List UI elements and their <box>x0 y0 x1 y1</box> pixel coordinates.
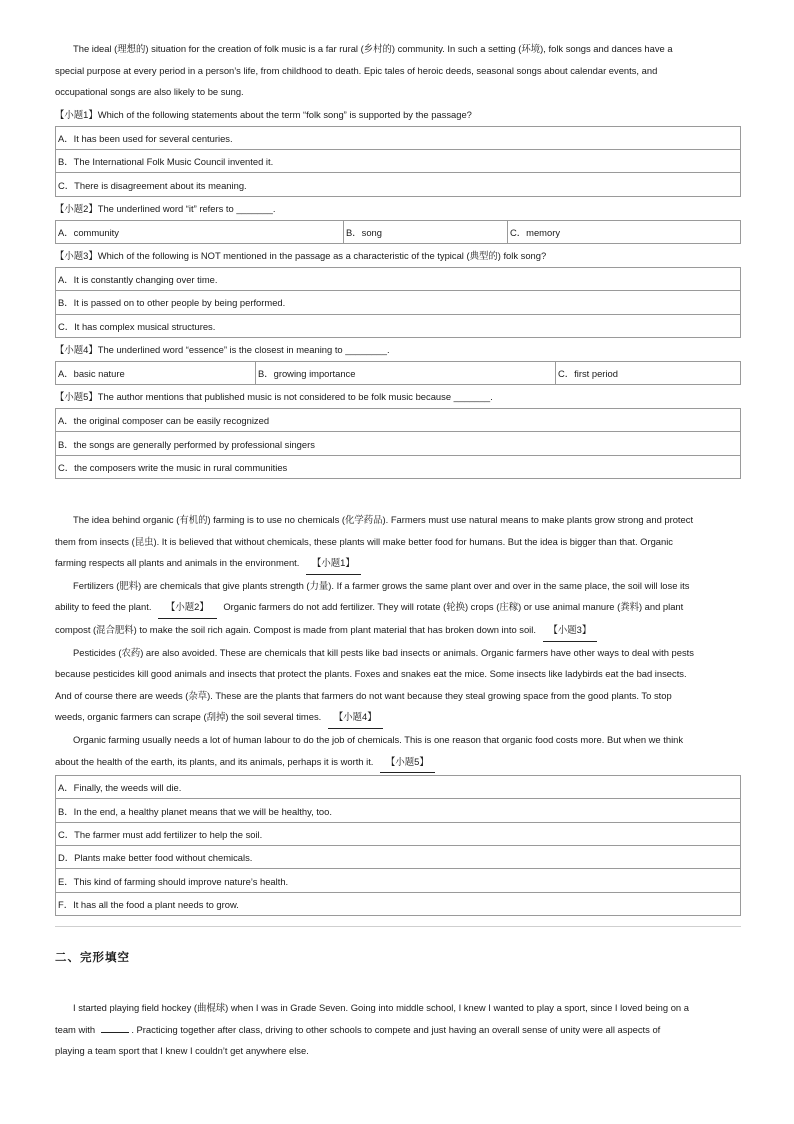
option-c[interactable]: C．memory <box>508 220 741 243</box>
passage-3-line <box>55 1019 741 1041</box>
option-b[interactable]: B．In the end, a healthy planet means that we will be healthy, too. <box>56 799 741 822</box>
option-c[interactable]: C．the composers write the music in rural communities <box>56 455 741 478</box>
passage-3-line: playing a team sport that I knew I couldn’t get anywhere else. <box>55 1045 309 1057</box>
passage-2-line <box>55 619 741 642</box>
option-b[interactable]: B．the songs are generally performed by professional singers <box>56 432 741 455</box>
sentence-text: about the health of the earth, its plants, and its animals, perhaps it is worth it. <box>55 755 374 767</box>
question-4-options <box>55 361 741 385</box>
option-c[interactable]: C．It has complex musical structures. <box>56 314 741 337</box>
question-1-options <box>55 126 741 197</box>
question-3-stem: 【小题3】Which of the following is NOT mentioned in the passage as a characteristic of the typical (典型的) folk song? <box>55 249 547 261</box>
passage-2-line: them from insects (昆虫). It is believed that without chemicals, these plants will make better food for humans. But the idea is bigger than that. Organic <box>55 535 673 547</box>
passage-2-options <box>55 775 741 916</box>
option-c[interactable]: C．The farmer must add fertilizer to help the soil. <box>56 822 741 845</box>
question-1-stem: 【小题1】Which of the following statements about the term “folk song” is supported by the passage? <box>55 108 472 120</box>
option-b[interactable]: B．song <box>344 220 508 243</box>
sentence-text: . Practicing together after class, driving to other schools to compete and just having an overall sense of unity were all aspects of <box>131 1023 661 1035</box>
option-a[interactable]: A．Finally, the weeds will die. <box>56 776 741 799</box>
question-5-options <box>55 408 741 479</box>
passage-2-line: Pesticides (农药) are also avoided. These are chemicals that kill pests like bad insects or animals. Organic farmers have other ways to deal with pests <box>73 646 694 658</box>
blank-2[interactable]: 【小题2】 <box>158 596 217 619</box>
passage-1-line: special purpose at every period in a person’s life, from childhood to death. Epic tales of heroic deeds, seasonal songs about calendar events, and <box>55 64 658 76</box>
passage-2-line <box>55 751 741 774</box>
sentence-text: ability to feed the plant. <box>55 601 152 613</box>
passage-3-line: I started playing field hockey (曲棍球) when I was in Grade Seven. Going into middle school, I knew I wanted to play a sport, since I loved being on a <box>73 1001 689 1013</box>
passage-1-line: The ideal (理想的) situation for the creation of folk music is a far rural (乡村的) community. In such a setting (环境), folk songs and dances have a <box>73 43 673 54</box>
question-3-options <box>55 267 741 338</box>
question-2-options <box>55 220 741 244</box>
sentence-text: farming respects all plants and animals in the environment. <box>55 557 300 569</box>
option-a[interactable]: A．It is constantly changing over time. <box>56 267 741 290</box>
sentence-text: team with <box>55 1023 96 1035</box>
option-b[interactable]: B．It is passed on to other people by being performed. <box>56 291 741 314</box>
question-2-stem: 【小题2】The underlined word “it” refers to _______. <box>55 202 276 214</box>
option-e[interactable]: E．This kind of farming should improve nature’s health. <box>56 869 741 892</box>
passage-2-line: Fertilizers (肥料) are chemicals that give plants strength (力量). If a farmer grows the same plant over and over in the same place, the soil will lose its <box>73 579 690 591</box>
cloze-blank[interactable] <box>101 1032 129 1033</box>
option-a[interactable]: A．basic nature <box>56 361 256 384</box>
passage-3 <box>55 997 741 1062</box>
option-f[interactable]: F．It has all the food a plant needs to grow. <box>56 892 741 915</box>
option-a[interactable]: A．It has been used for several centuries. <box>56 126 741 149</box>
worksheet-page <box>55 38 741 1062</box>
option-b[interactable]: B．growing importance <box>256 361 556 384</box>
option-a[interactable]: A．community <box>56 220 344 243</box>
question-5-stem: 【小题5】The author mentions that published music is not considered to be folk music because _______. <box>55 391 493 403</box>
passage-2-line <box>55 552 741 575</box>
option-d[interactable]: D．Plants make better food without chemicals. <box>56 846 741 869</box>
passage-1-line: occupational songs are also likely to be sung. <box>55 86 244 98</box>
question-4-stem: 【小题4】The underlined word “essence” is the closest in meaning to ________. <box>55 343 390 355</box>
passage-2 <box>55 509 741 773</box>
blank-4[interactable]: 【小题4】 <box>328 706 383 729</box>
sentence-text: Organic farmers do not add fertilizer. They will rotate (轮换) crops (庄稼) or use animal manure (粪料) and plant <box>223 601 684 613</box>
blank-1[interactable]: 【小题1】 <box>306 552 361 575</box>
passage-2-line: Organic farming usually needs a lot of human labour to do the job of chemicals. This is one reason that organic food costs more. But when we think <box>73 733 684 745</box>
passage-2-line <box>55 706 741 729</box>
option-b[interactable]: B．The International Folk Music Council invented it. <box>56 150 741 173</box>
passage-2-line <box>55 596 741 619</box>
sentence-text: weeds, organic farmers can scrape (刮掉) the soil several times. <box>55 711 322 723</box>
passage-2-line: And of course there are weeds (杂草). These are the plants that farmers do not want because they steal growing space from the good plants. To stop <box>55 689 672 701</box>
blank-5[interactable]: 【小题5】 <box>380 751 435 774</box>
option-c[interactable]: C．There is disagreement about its meaning. <box>56 173 741 196</box>
sentence-text: compost (混合肥料) to make the soil rich again. Compost is made from plant material that has broken down into soil. <box>55 624 536 636</box>
section-title: 二、完形填空 <box>55 949 130 964</box>
option-c[interactable]: C．first period <box>556 361 741 384</box>
option-a[interactable]: A．the original composer can be easily recognized <box>56 409 741 432</box>
blank-3[interactable]: 【小题3】 <box>543 619 598 642</box>
section-divider <box>55 926 741 927</box>
passage-2-line: The idea behind organic (有机的) farming is to use no chemicals (化学药品). Farmers must use natural means to make plants grow strong and protect <box>73 514 694 526</box>
passage-2-line: because pesticides kill good animals and insects that protect the plants. Foxes and snakes eat the mice. Some insects like ladybirds eat the bad insects. <box>55 668 687 680</box>
passage-1 <box>55 38 741 103</box>
